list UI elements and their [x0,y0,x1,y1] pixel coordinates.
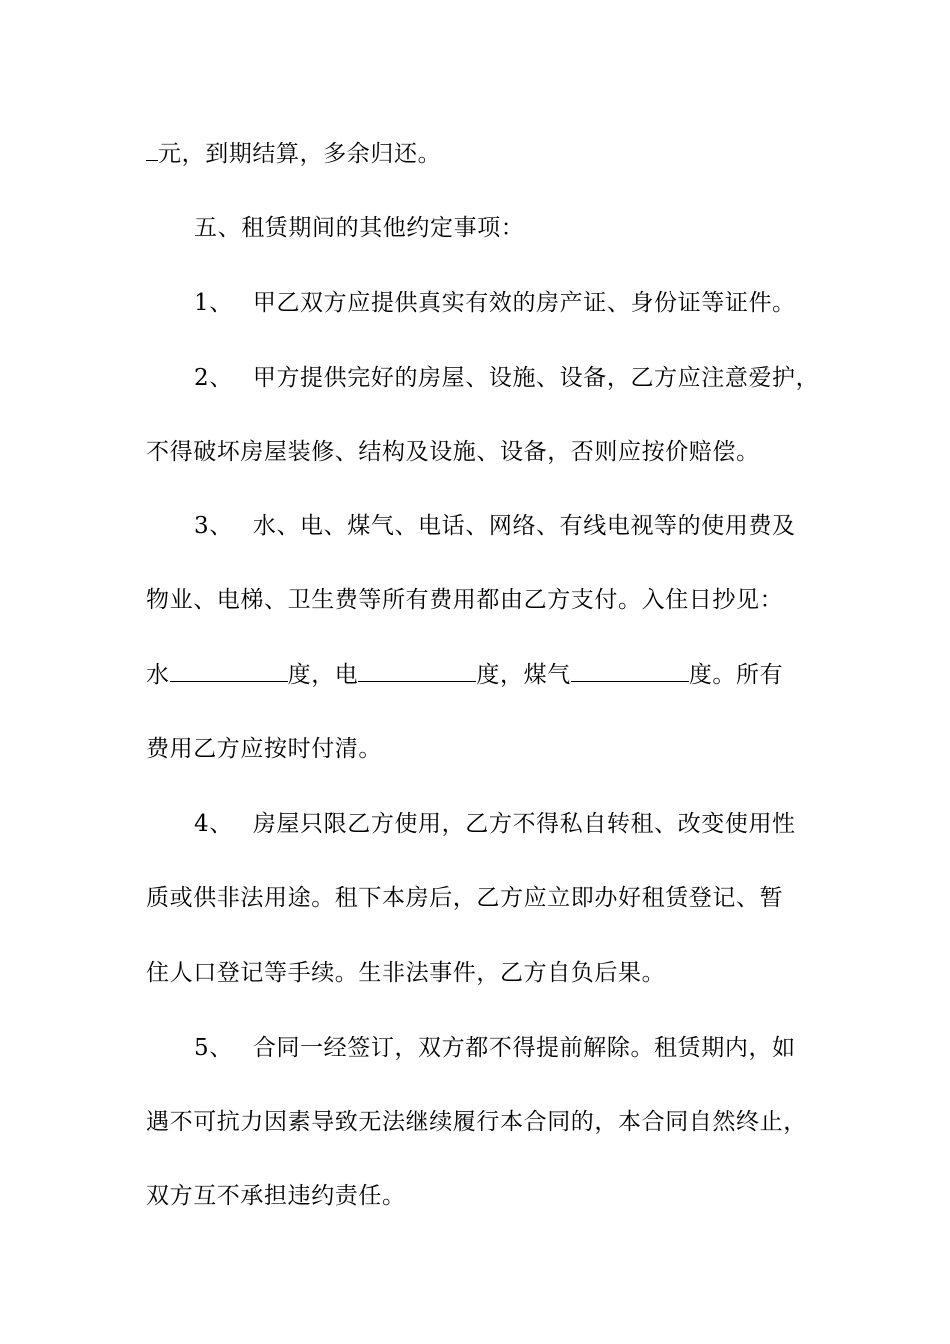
clause-3: 3、 水、电、煤气、电话、网络、有线电视等的使用费及 [194,513,796,539]
text-line: 质或供非法用途。租下本房后，乙方应立即办好租赁登记、暂 [146,885,784,911]
water-reading-blank [170,659,288,682]
text-line: 物业、电梯、卫生费等所有费用都由乙方支付。入住日抄见： [146,587,784,613]
clause-5: 5、 合同一经签订，双方都不得提前解除。租赁期内，如 [194,1035,796,1061]
text-line: 费用乙方应按时付清。 [146,736,382,762]
gas-reading-blank [571,659,689,682]
clause-1: 1、 甲乙双方应提供真实有效的房产证、身份证等证件。 [194,290,796,316]
text-line: 元，到期结算，多余归还。 [146,138,441,169]
fill-blank [146,138,158,161]
text-line: 双方互不承担违约责任。 [146,1183,406,1209]
electricity-reading-blank [358,659,476,682]
clause-2: 2、 甲方提供完好的房屋、设施、设备，乙方应注意爱护， [194,365,820,391]
text-line: 不得破坏房屋装修、结构及设施、设备，否则应按价赔偿。 [146,439,760,465]
section-heading: 五、租赁期间的其他约定事项： [194,215,525,241]
meter-readings-line: 水 度，电 度，煤气 度。所有 [146,659,783,690]
clause-4: 4、 房屋只限乙方使用，乙方不得私自转租、改变使用性 [194,811,796,837]
text-line: 住人口登记等手续。生非法事件，乙方自负后果。 [146,960,666,986]
text-line: 遇不可抗力因素导致无法继续履行本合同的，本合同自然终止， [146,1109,807,1135]
